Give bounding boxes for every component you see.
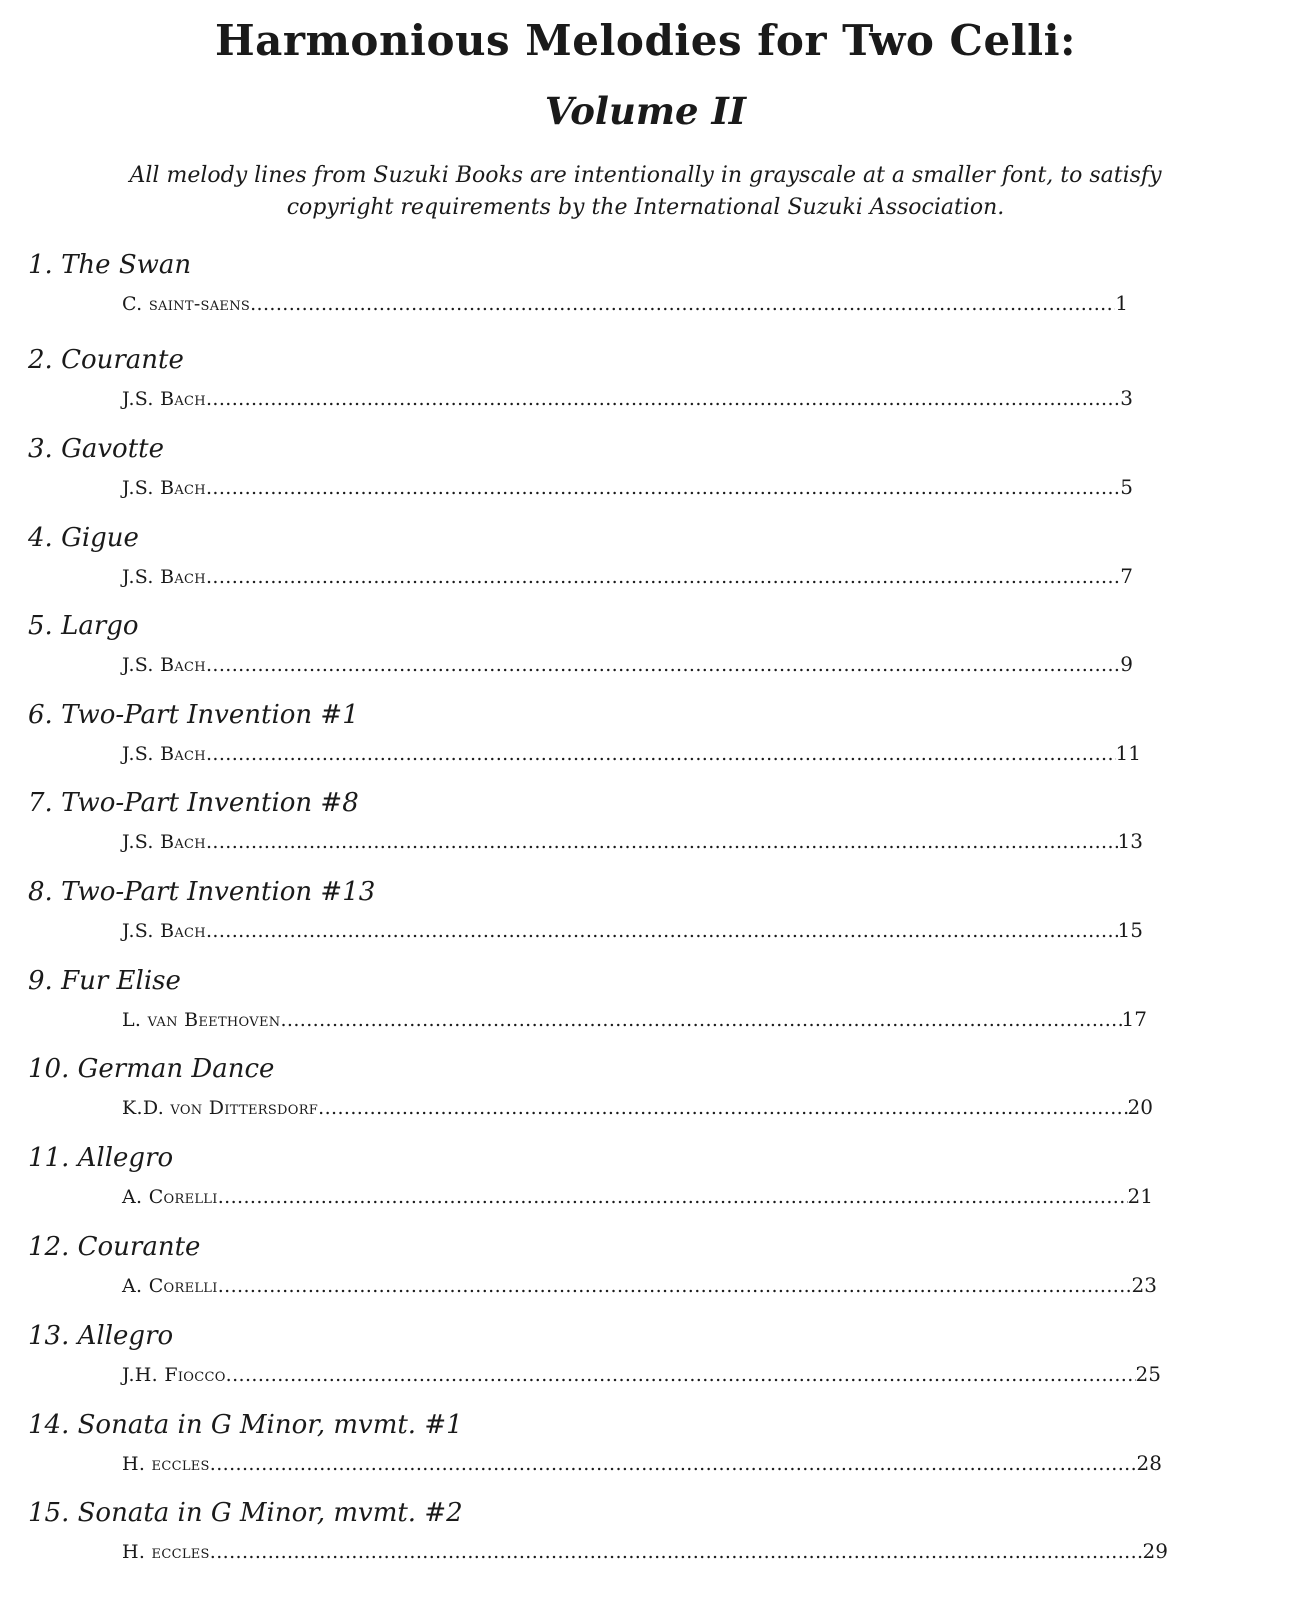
dot-leader [318,1095,1127,1121]
composer-line [122,828,1143,855]
copyright-note-line-2: copyright requirements by the International Suzuki Association. [286,195,1005,220]
piece-title [28,1052,274,1086]
composer-line [122,563,1133,590]
composer-line [122,917,1143,944]
page-number: 17 [1121,1007,1147,1031]
dot-leader [226,1362,1136,1388]
page-number: 1 [1115,291,1128,315]
piece-title [28,432,164,466]
page-number: 9 [1120,652,1133,676]
piece-number: 11. [28,1143,70,1173]
piece-name: Largo [61,611,139,641]
page-number: 29 [1142,1539,1168,1563]
piece-number: 6. [28,700,53,730]
toc-entry [0,964,1291,1054]
composer-name: J.S. Bach [122,566,206,588]
page-number: 7 [1120,564,1133,588]
toc-entry [0,248,1291,338]
piece-name: Sonata in G Minor, mvmt. #1 [77,1410,463,1440]
dot-leader [250,291,1115,317]
piece-number: 14. [28,1410,70,1440]
piece-title [28,786,359,820]
dot-leader [218,1184,1128,1210]
piece-number: 8. [28,877,53,907]
piece-name: Sonata in G Minor, mvmt. #2 [77,1498,463,1528]
piece-title [28,1141,173,1175]
dot-leader [206,741,1116,767]
piece-title [28,521,139,555]
composer-line [122,1094,1153,1121]
dot-leader [210,1451,1137,1477]
composer-name: A. Corelli [122,1275,218,1297]
toc-entry [0,786,1291,876]
piece-title [28,1496,463,1530]
composer-line [122,651,1133,678]
composer-name: H. eccles [122,1541,210,1563]
piece-name: The Swan [61,250,192,280]
page-number: 23 [1131,1273,1157,1297]
composer-name: J.S. Bach [122,477,206,499]
piece-number: 1. [28,250,53,280]
composer-name: J.S. Bach [122,831,206,853]
toc-entry [0,521,1291,611]
piece-number: 2. [28,345,53,375]
piece-title [28,1319,173,1353]
piece-name: Allegro [77,1321,174,1351]
composer-name: A. Corelli [122,1186,218,1208]
composer-name: J.S. Bach [122,654,206,676]
piece-name: Courante [61,345,184,375]
piece-name: German Dance [77,1054,275,1084]
toc-entry [0,1230,1291,1320]
copyright-note-line-1: All melody lines from Suzuki Books are intentionally in grayscale at a smaller font, to satisfy [129,163,1162,188]
piece-name: Courante [77,1232,201,1262]
toc-entry [0,609,1291,699]
piece-name: Two-Part Invention #13 [61,877,376,907]
composer-name: J.H. Fiocco [122,1364,226,1386]
composer-line [122,474,1133,501]
piece-title [28,248,191,282]
piece-number: 7. [28,788,53,818]
page-number: 20 [1127,1095,1153,1119]
piece-title [28,1230,200,1264]
page-number: 15 [1117,918,1143,942]
page-number: 13 [1117,829,1143,853]
dot-leader [206,918,1118,944]
piece-name: Two-Part Invention #8 [61,788,359,818]
toc-entry [0,1052,1291,1142]
page-number: 5 [1120,475,1133,499]
piece-name: Two-Part Invention #1 [61,700,359,730]
piece-number: 4. [28,523,53,553]
piece-number: 15. [28,1498,70,1528]
composer-name: C. saint-saens [122,293,251,315]
toc-entry [0,875,1291,965]
composer-line [122,1183,1153,1210]
piece-title [28,609,139,643]
dot-leader [206,564,1120,590]
piece-name: Allegro [77,1143,174,1173]
piece-name: Gigue [61,523,139,553]
piece-number: 3. [28,434,53,464]
dot-leader [206,475,1120,501]
composer-name: J.S. Bach [122,920,206,942]
toc-entry [0,343,1291,433]
composer-line [122,1006,1147,1033]
dot-leader [210,1539,1143,1565]
piece-title [28,1408,463,1442]
piece-name: Gavotte [61,434,164,464]
page-number: 28 [1136,1451,1162,1475]
composer-line [122,1361,1161,1388]
dot-leader [218,1273,1132,1299]
page-number: 3 [1120,386,1133,410]
piece-title [28,343,184,377]
page-number: 11 [1115,741,1141,765]
toc-entry [0,698,1291,788]
piece-number: 10. [28,1054,70,1084]
page-title: Harmonious Melodies for Two Celli: [214,16,1077,65]
composer-line [122,1450,1162,1477]
toc-entry [0,432,1291,522]
composer-line [122,1272,1157,1299]
volume-subtitle: Volume II [544,89,747,133]
toc-entry [0,1141,1291,1231]
composer-line [122,385,1133,412]
piece-number: 13. [28,1321,70,1351]
piece-number: 9. [28,966,53,996]
toc-entry [0,1319,1291,1409]
composer-line [122,740,1141,767]
toc-entry [0,1408,1291,1498]
piece-title [28,698,359,732]
piece-title [28,875,375,909]
piece-number: 5. [28,611,53,641]
composer-name: K.D. von Dittersdorf [122,1097,319,1119]
composer-name: J.S. Bach [122,743,206,765]
page-number: 21 [1127,1184,1153,1208]
composer-line [122,290,1128,317]
composer-name: H. eccles [122,1453,210,1475]
page-number: 25 [1135,1362,1161,1386]
dot-leader [206,386,1120,412]
composer-line [122,1538,1168,1565]
dot-leader [206,652,1120,678]
dot-leader [280,1007,1121,1033]
toc-entry [0,1496,1291,1586]
composer-name: L. van Beethoven [122,1009,281,1031]
piece-number: 12. [28,1232,70,1262]
piece-name: Fur Elise [61,966,181,996]
piece-title [28,964,181,998]
composer-name: J.S. Bach [122,388,206,410]
dot-leader [206,829,1118,855]
